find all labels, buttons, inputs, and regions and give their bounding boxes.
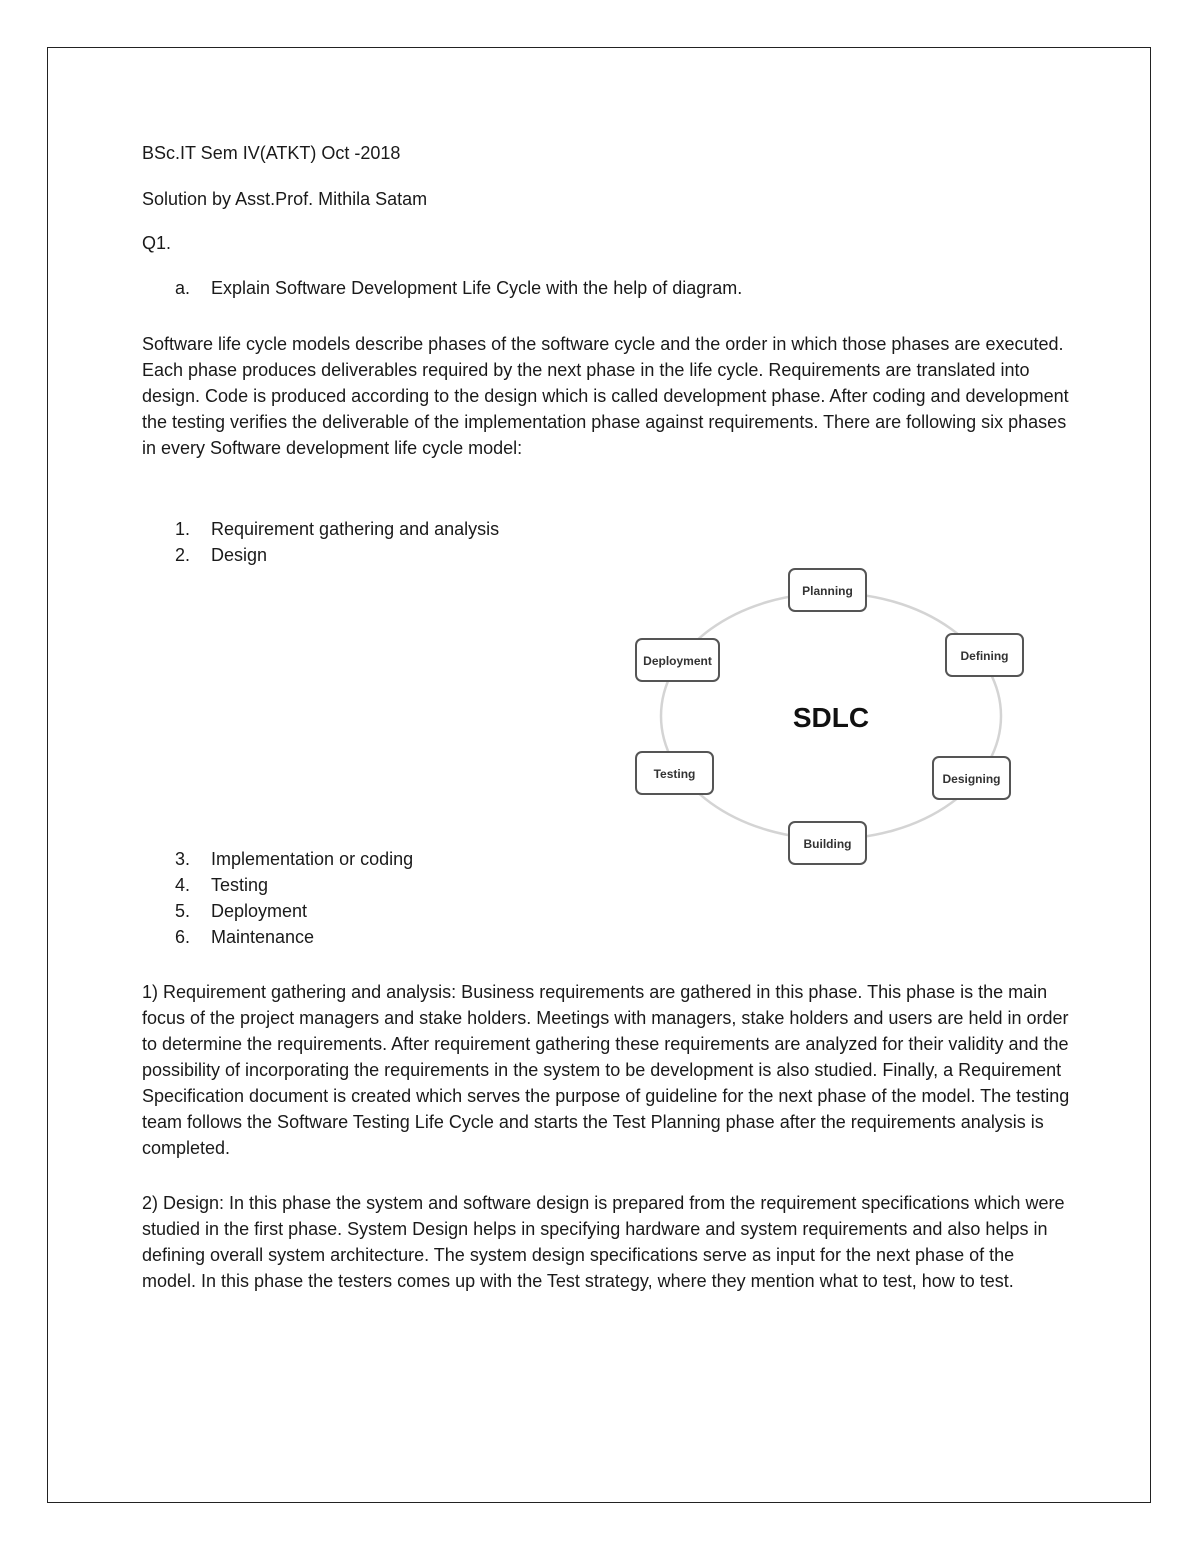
phase-label: Maintenance bbox=[211, 927, 315, 947]
phase-label: Deployment bbox=[211, 901, 308, 921]
section-paragraph bbox=[142, 1190, 1072, 1294]
phase-number: 1. bbox=[175, 519, 191, 539]
phase-number: 3. bbox=[175, 849, 191, 869]
phase-number: 5. bbox=[175, 901, 191, 921]
author-line: Solution by Asst.Prof. Mithila Satam bbox=[142, 189, 428, 209]
section-text: 2) Design: In this phase the system and software design is prepared from the requirement specifications which were studied in the first phase. System Design helps in specifying hardware and system requirements and also helps in defining overall system architecture. The system design specifications serve as input for the next phase of the model. In this phase the testers comes up with the Test strategy, where they mention what to test, how to test. bbox=[142, 1193, 1065, 1291]
intro-text: Software life cycle models describe phases of the software cycle and the order in which those phases are executed. Each phase produces deliverables required by the next phase in the life cycle. Requirements are translated into design. Code is produced according to the design which is called development phase. After coding and development the testing verifies the deliverable of the implementation phase against requirements. There are following six phases in every Software development life cycle model: bbox=[142, 334, 1069, 458]
node-deployment-label: Deployment bbox=[643, 654, 712, 668]
phase-number: 2. bbox=[175, 545, 191, 565]
phase-label: Design bbox=[211, 545, 268, 565]
phase-label: Requirement gathering and analysis bbox=[211, 519, 500, 539]
sdlc-center-label: SDLC bbox=[792, 702, 870, 733]
node-designing bbox=[933, 757, 1010, 799]
section-paragraph bbox=[142, 979, 1072, 1161]
question-number: Q1. bbox=[142, 233, 172, 253]
phase-number: 4. bbox=[175, 875, 191, 895]
sdlc-diagram-svg bbox=[630, 563, 1030, 869]
intro-paragraph bbox=[142, 331, 1072, 461]
phase-item bbox=[175, 516, 499, 542]
phase-label: Testing bbox=[211, 875, 269, 895]
node-building bbox=[789, 822, 866, 864]
node-planning bbox=[789, 569, 866, 611]
phase-item bbox=[175, 898, 307, 924]
phase-label: Implementation or coding bbox=[211, 849, 414, 869]
node-defining bbox=[946, 634, 1023, 676]
node-testing-label: Testing bbox=[653, 767, 696, 781]
section-text: 1) Requirement gathering and analysis: Business requirements are gathered in this phase. This phase is the main focus of the project managers and stake holders. Meetings with managers, stake holders and users are held in order to determine the requirements. After requirement gathering these requirements are analyzed for their validity and the possibility of incorporating the requirements in the system to be development is also studied. Finally, a Requirement Specification document is created which serves the purpose of guideline for the next phase of the model. The testing team follows the Software Testing Life Cycle and starts the Test Planning phase after the requirements analysis is completed. bbox=[142, 982, 1070, 1158]
phase-item bbox=[175, 924, 314, 950]
subquestion bbox=[175, 275, 742, 301]
phase-number: 6. bbox=[175, 927, 191, 947]
sdlc-diagram bbox=[630, 563, 1030, 869]
node-testing bbox=[636, 752, 713, 794]
subquestion-marker: a. bbox=[175, 278, 191, 298]
node-designing-label: Designing bbox=[942, 772, 1001, 786]
node-deployment bbox=[636, 639, 719, 681]
phase-item bbox=[175, 846, 413, 872]
node-planning-label: Planning bbox=[802, 584, 853, 598]
phase-item bbox=[175, 872, 268, 898]
course-title: BSc.IT Sem IV(ATKT) Oct -2018 bbox=[142, 143, 401, 163]
phase-item bbox=[175, 542, 267, 568]
node-defining-label: Defining bbox=[960, 649, 1009, 663]
subquestion-text: Explain Software Development Life Cycle with the help of diagram. bbox=[211, 278, 743, 298]
node-building-label: Building bbox=[803, 837, 852, 851]
